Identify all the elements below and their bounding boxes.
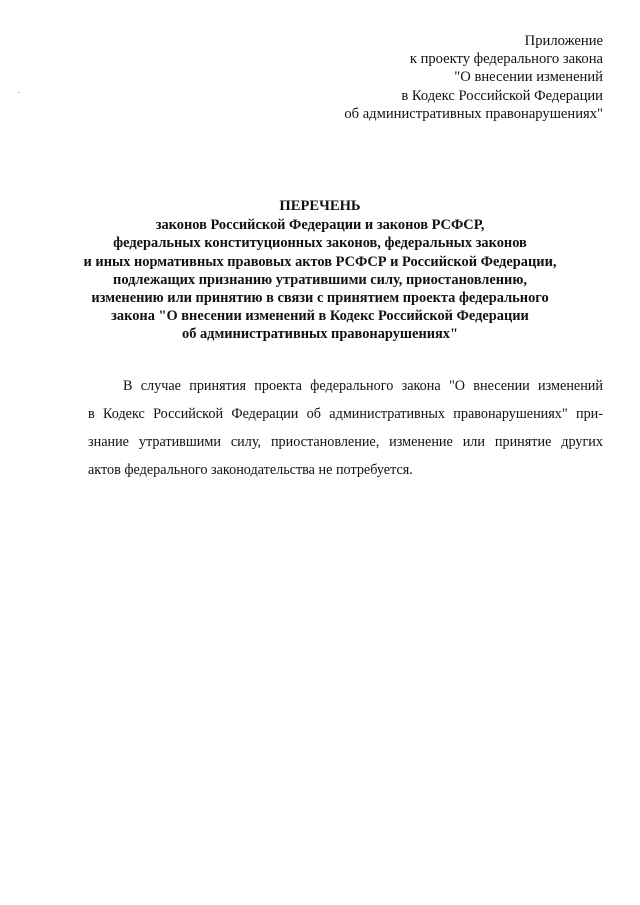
- title-line: подлежащих признанию утратившими силу, приостановлению,: [113, 271, 527, 288]
- title-line: законов Российской Федерации и законов РСФСР,: [155, 217, 485, 234]
- title-line: федеральных конституционных законов, федеральных законов: [113, 235, 527, 252]
- body-line: знание утратившими силу, приостановление, изменение или принятие других: [88, 434, 603, 450]
- title-line: закона "О внесении изменений в Кодекс Российской Федерации: [111, 308, 529, 325]
- appendix-line: "О внесении изменений: [454, 69, 603, 86]
- body-line: в Кодекс Российской Федерации об административных правонарушениях" при-: [88, 406, 603, 422]
- body-line: актов федерального законодательства не потребуется.: [88, 462, 413, 478]
- document-title: [60, 197, 580, 344]
- appendix-line: об административных правонарушениях": [344, 105, 603, 122]
- appendix-line: Приложение: [524, 33, 603, 49]
- body-paragraph: [88, 372, 603, 484]
- title-line: и иных нормативных правовых актов РСФСР и Российской Федерации,: [83, 253, 557, 270]
- title-line: об административных правонарушениях": [182, 326, 458, 343]
- appendix-note: [283, 32, 603, 123]
- body-line: В случае принятия проекта федерального закона "О внесении изменений: [123, 378, 603, 394]
- title-line: изменению или принятию в связи с принятием проекта федерального: [91, 290, 549, 307]
- scan-speck: [18, 92, 20, 93]
- appendix-line: в Кодекс Российской Федерации: [401, 87, 603, 104]
- appendix-line: к проекту федерального закона: [409, 51, 603, 68]
- title-heading: ПЕРЕЧЕНЬ: [279, 198, 361, 214]
